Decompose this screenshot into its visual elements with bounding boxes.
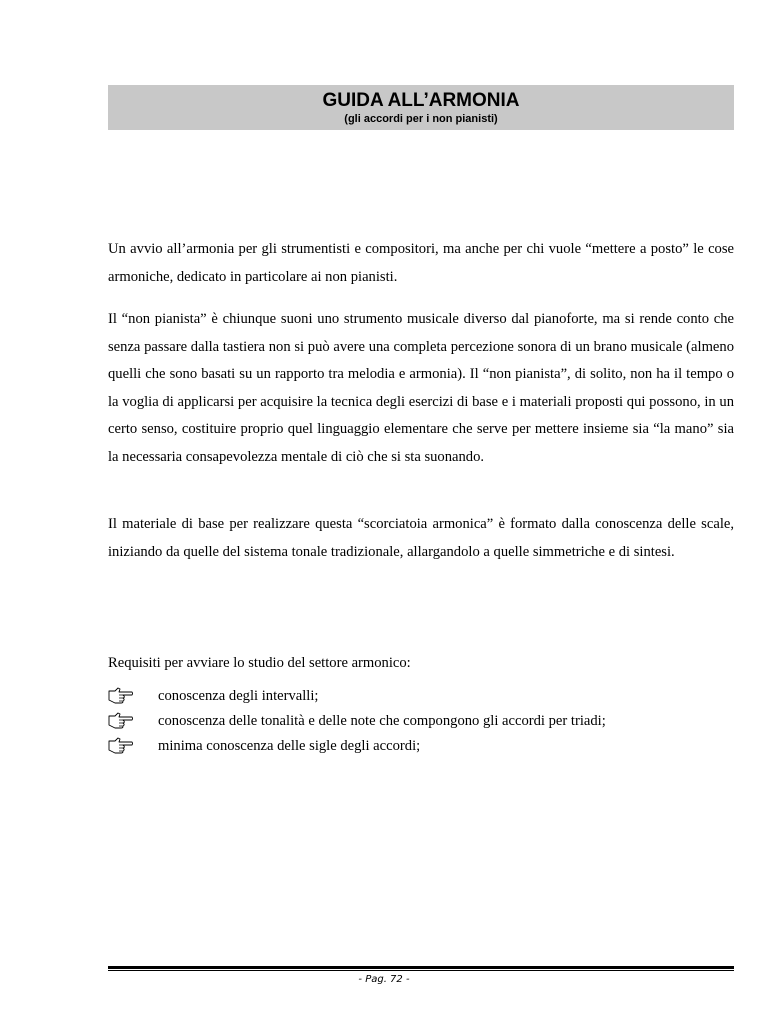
page-title: GUIDA ALL’ARMONIA	[322, 90, 520, 111]
requirements-intro: Requisiti per avviare lo studio del settore armonico:	[108, 655, 411, 671]
list-item-text: conoscenza degli intervalli;	[158, 688, 319, 704]
page-number: - Pag. 72 -	[358, 974, 410, 985]
list-item	[108, 684, 734, 709]
title-box	[108, 85, 734, 130]
footer-rule-thick	[108, 966, 734, 969]
paragraph-intro: Un avvio all’armonia per gli strumentisti e compositori, ma anche per chi vuole “mettere a posto” le cose armoniche, dedicato in particolare ai non pianisti.	[108, 241, 734, 285]
page-subtitle: (gli accordi per i non pianisti)	[344, 113, 498, 125]
list-item-text: conoscenza delle tonalità e delle note che compongono gli accordi per triadi;	[158, 713, 606, 729]
list-item	[108, 734, 734, 759]
pointing-hand-icon	[108, 711, 134, 729]
footer-rule-thin	[108, 970, 734, 971]
list-item	[108, 709, 734, 734]
pointing-hand-icon	[108, 736, 134, 754]
paragraph-materiale: Il materiale di base per realizzare questa “scorciatoia armonica” è formato dalla conoscenza delle scale, iniziando da quelle del sistema tonale tradizionale, allargandolo a quelle simmetriche e di sintesi.	[108, 516, 734, 560]
paragraph-non-pianista: Il “non pianista” è chiunque suoni uno strumento musicale diverso dal pianoforte, ma si rende conto che senza passare dalla tastiera non si può avere una completa percezione sonora di un brano musicale (almeno quelli che sono basati su un rapporto tra melodia e armonia). Il “non pianista”, di solito, non ha il tempo o la voglia di applicarsi per acquisire la tecnica degli esercizi di base e i materiali proposti qui possono, in un certo senso, costituire proprio quel linguaggio elementare che serve per mettere insieme sia “la mano” sia la necessaria consapevolezza mentale di ciò che si sta suonando.	[108, 311, 734, 465]
pointing-hand-icon	[108, 686, 134, 704]
footer-divider	[108, 966, 734, 971]
list-item-text: minima conoscenza delle sigle degli accordi;	[158, 738, 421, 754]
requirements-list	[108, 684, 734, 759]
